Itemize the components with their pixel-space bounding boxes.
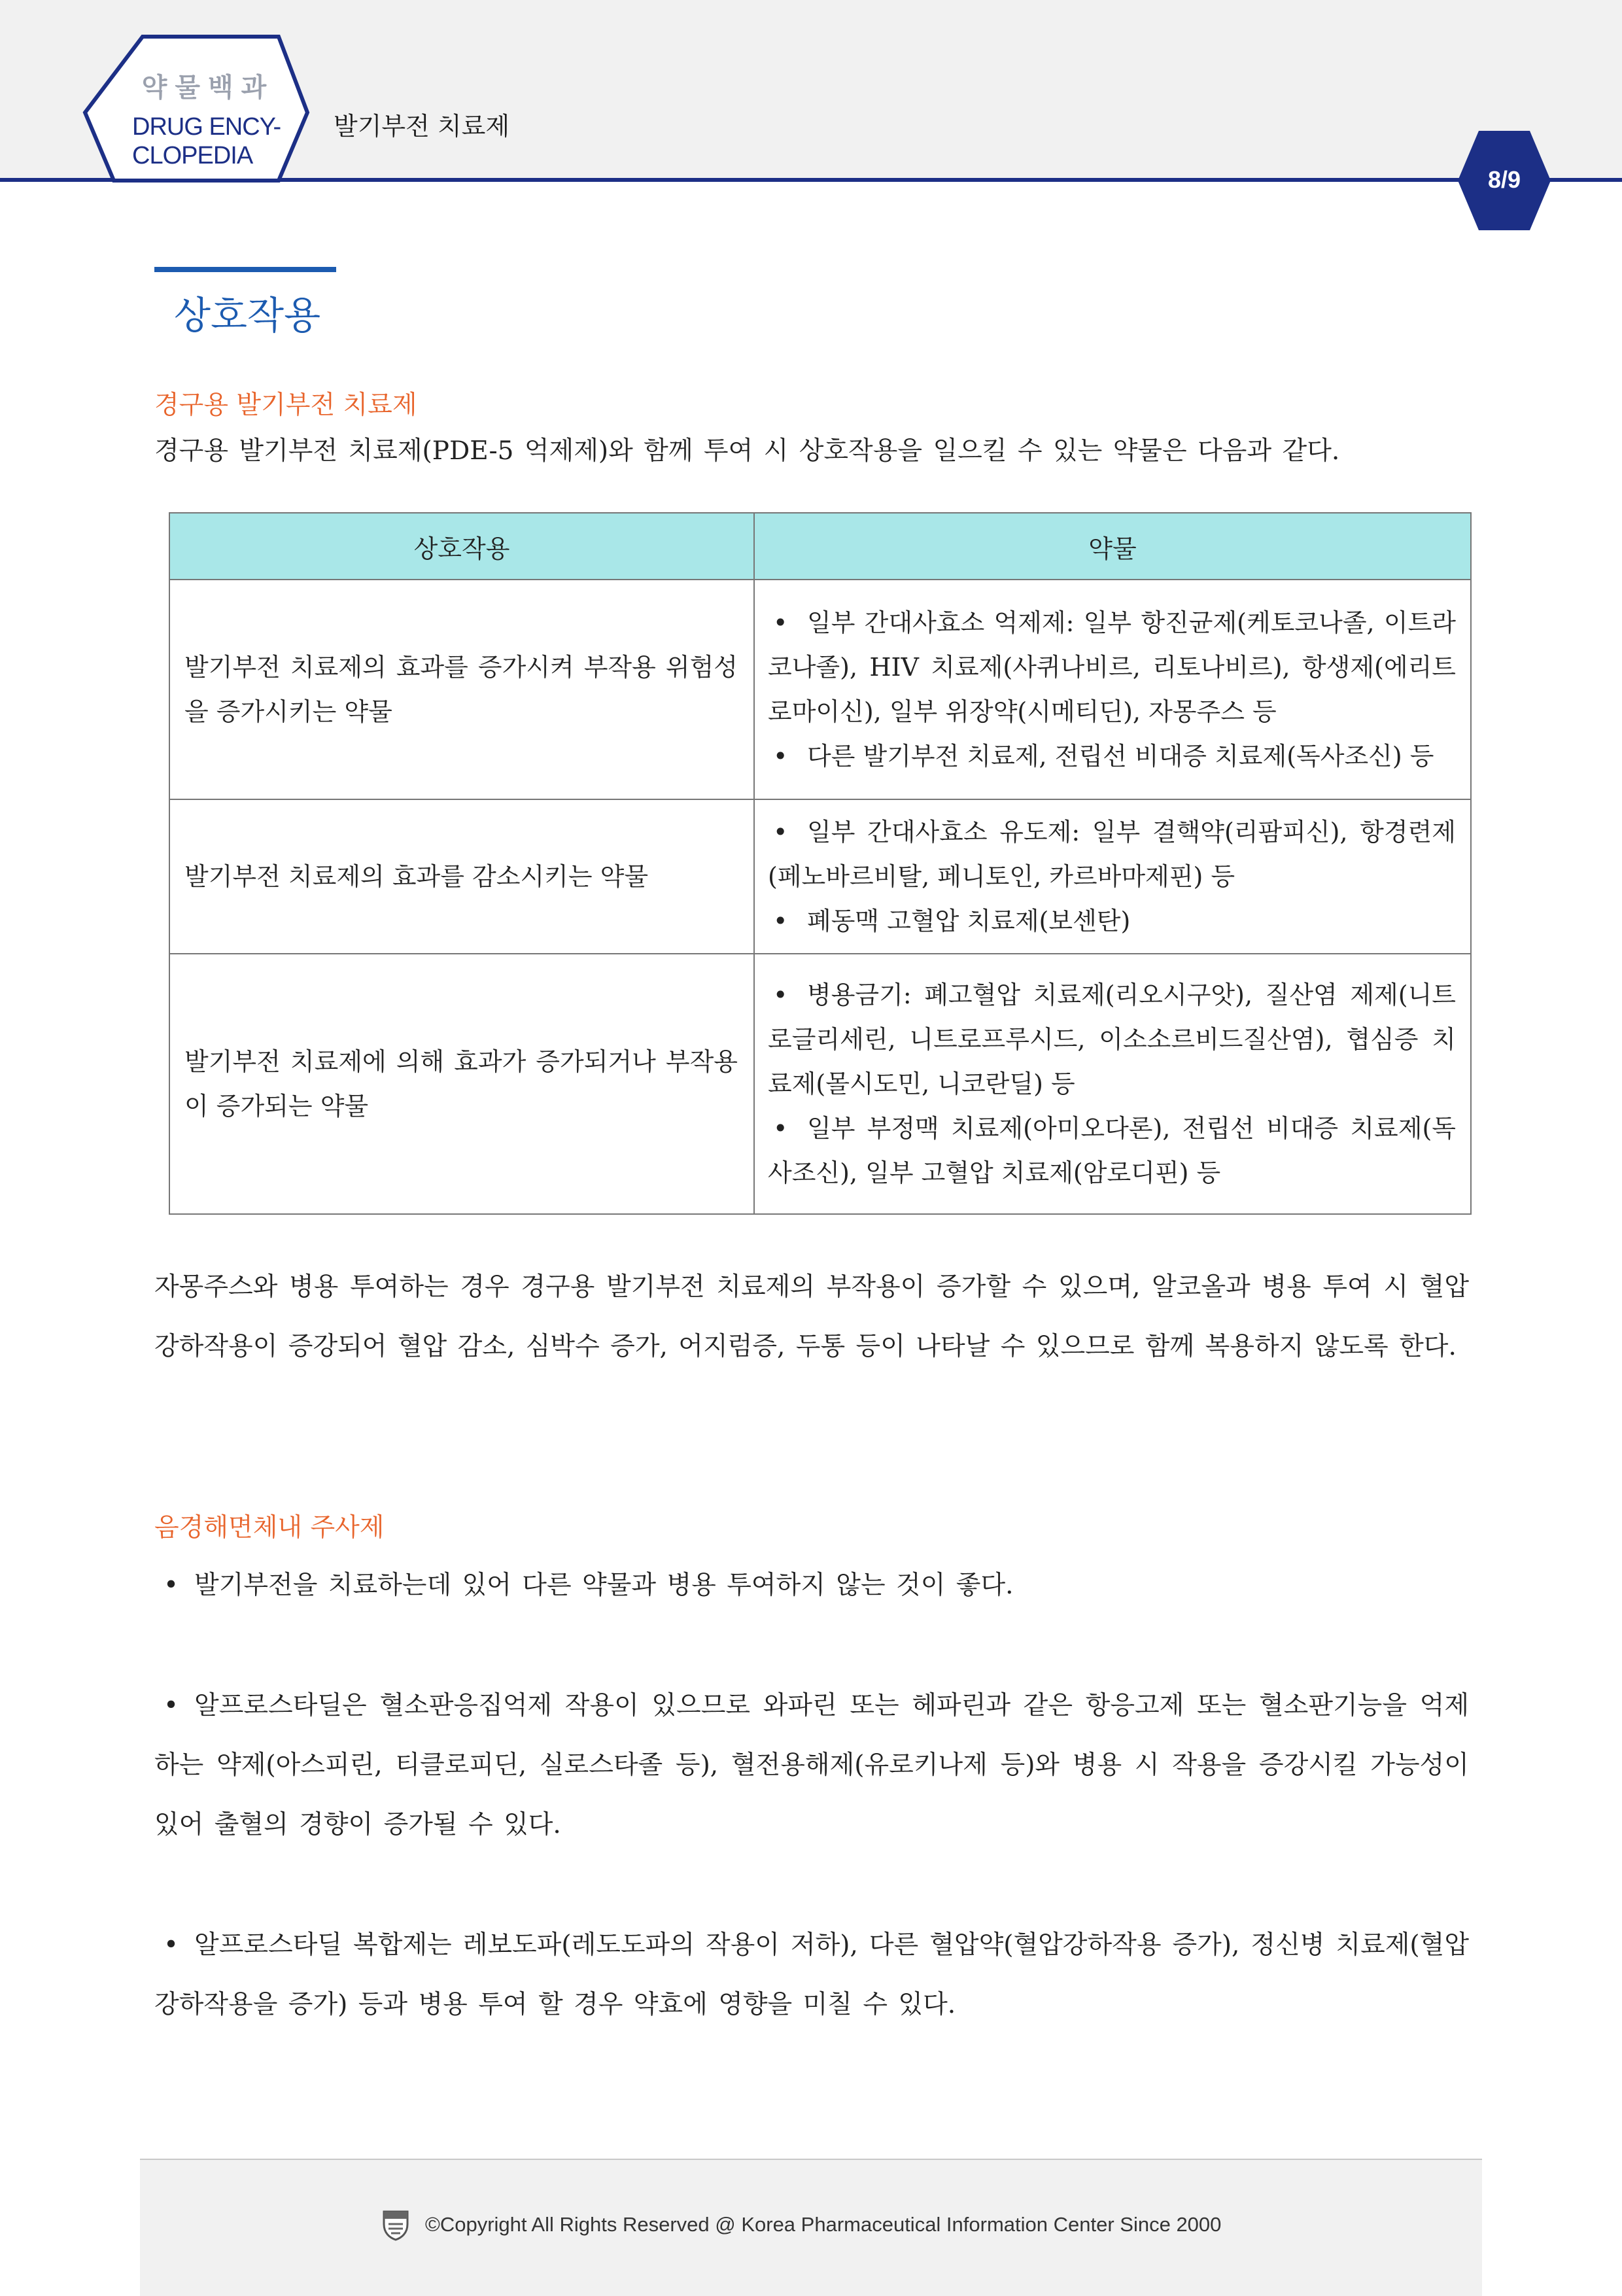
interaction-cell: 발기부전 치료제의 효과를 증가시켜 부작용 위험성을 증가시키는 약물 [169, 580, 754, 799]
page-indicator: 8/9 [1487, 166, 1521, 193]
table-row [169, 799, 1471, 954]
oral-heading: 경구용 발기부전 치료제 [154, 391, 417, 420]
logo-english [132, 113, 296, 170]
injection-bullet-text: 알프로스타딜 복합제는 레보도파(레도도파의 작용이 저하), 다른 혈압약(혈압강하작용 증가), 정신병 치료제(혈압강하작용을 증가) 등과 병용 투여 할 경우 약효에 영향을 미칠 수 있다. [154, 1930, 1469, 2019]
section-title-bar [154, 267, 336, 272]
logo-korean: 약물백과 [141, 73, 275, 103]
bullet-icon: • [773, 818, 788, 846]
bullet-icon: • [773, 1114, 788, 1143]
injection-heading: 음경해면체내 주사제 [154, 1513, 385, 1542]
logo-english-line2: CLOPEDIA [132, 142, 253, 169]
drug-bullet-text: 병용금기: 폐고혈압 치료제(리오시구앗), 질산염 제제(니트로글리세린, 니트로프루시드, 이소소르비드질산염), 협심증 치료제(몰시도민, 니코란딜) 등 [768, 981, 1456, 1098]
bullet-icon: • [773, 981, 788, 1009]
drugs-cell [754, 580, 1471, 799]
bullet-icon: • [164, 1930, 179, 1960]
bullet-icon: • [773, 608, 788, 637]
logo-english-line1: DRUG ENCY- [132, 113, 281, 141]
bullet-icon: • [773, 742, 788, 771]
drug-bullet [768, 810, 1456, 899]
drug-bullet-text: 다른 발기부전 치료제, 전립선 비대증 치료제(독사조신) 등 [807, 742, 1434, 771]
oral-intro: 경구용 발기부전 치료제(PDE-5 억제제)와 함께 투여 시 상호작용을 일으킬 수 있는 약물은 다음과 같다. [154, 436, 1340, 466]
drug-bullet [768, 1106, 1456, 1195]
document-title: 발기부전 치료제 [334, 112, 510, 141]
drug-bullet [768, 899, 1456, 943]
drugs-cell [754, 799, 1471, 954]
injection-bullet-text: 알프로스타딜은 혈소판응집억제 작용이 있으므로 와파린 또는 헤파린과 같은 항응고제 또는 혈소판기능을 억제하는 약제(아스피린, 티클로피딘, 실로스타졸 등), 혈전용해제(유로키나제 등)와 병용 시 작용을 증강시킬 가능성이 있어 출혈의 경향이 증가될 수 있다. [154, 1691, 1469, 1839]
logo [78, 33, 314, 183]
drug-bullet-text: 일부 부정맥 치료제(아미오다론), 전립선 비대증 치료제(독사조신), 일부 고혈압 치료제(암로디핀) 등 [768, 1114, 1456, 1187]
injection-bullet [154, 1915, 1469, 2034]
section-title: 상호작용 [174, 293, 321, 338]
page-badge [1455, 128, 1553, 233]
table-header-interaction: 상호작용 [169, 513, 754, 580]
drug-bullet [768, 734, 1456, 778]
drugs-cell [754, 954, 1471, 1214]
bullet-icon: • [164, 1691, 179, 1720]
interaction-cell: 발기부전 치료제에 의해 효과가 증가되거나 부작용이 증가되는 약물 [169, 954, 754, 1214]
interaction-table [169, 512, 1472, 1215]
injection-bullet [154, 1556, 1469, 1615]
bullet-icon: • [773, 907, 788, 935]
injection-bullet-text: 발기부전을 치료하는데 있어 다른 약물과 병용 투여하지 않는 것이 좋다. [194, 1571, 1014, 1600]
drug-bullet-text: 일부 간대사효소 억제제: 일부 항진균제(케토코나졸, 이트라코나졸), HIV 치료제(사퀴나비르, 리토나비르), 항생제(에리트로마이신), 일부 위장약(시메티딘), 자몽주스 등 [768, 608, 1456, 726]
table-header-drugs: 약물 [754, 513, 1471, 580]
drug-bullet [768, 600, 1456, 734]
drug-bullet [768, 973, 1456, 1106]
footer-copyright: ©Copyright All Rights Reserved @ Korea Pharmaceutical Information Center Since 2000 [425, 2213, 1222, 2236]
drug-bullet-text: 일부 간대사효소 유도제: 일부 결핵약(리팜피신), 항경련제(페노바르비탈, 페니토인, 카르바마제핀) 등 [768, 818, 1456, 891]
interaction-cell: 발기부전 치료제의 효과를 감소시키는 약물 [169, 799, 754, 954]
drug-bullet-text: 폐동맥 고혈압 치료제(보센탄) [807, 907, 1131, 935]
table-row [169, 954, 1471, 1214]
oral-note: 자몽주스와 병용 투여하는 경우 경구용 발기부전 치료제의 부작용이 증가할 수 있으며, 알코올과 병용 투여 시 혈압 강하작용이 증강되어 혈압 감소, 심박수 증가, 어지럼증, 두통 등이 나타날 수 있으므로 함께 복용하지 않도록 한다. [154, 1272, 1469, 1361]
table-header-row [169, 513, 1471, 580]
crest-icon [382, 2210, 409, 2241]
bullet-icon: • [164, 1571, 179, 1600]
table-row [169, 580, 1471, 799]
injection-bullet [154, 1676, 1469, 1854]
